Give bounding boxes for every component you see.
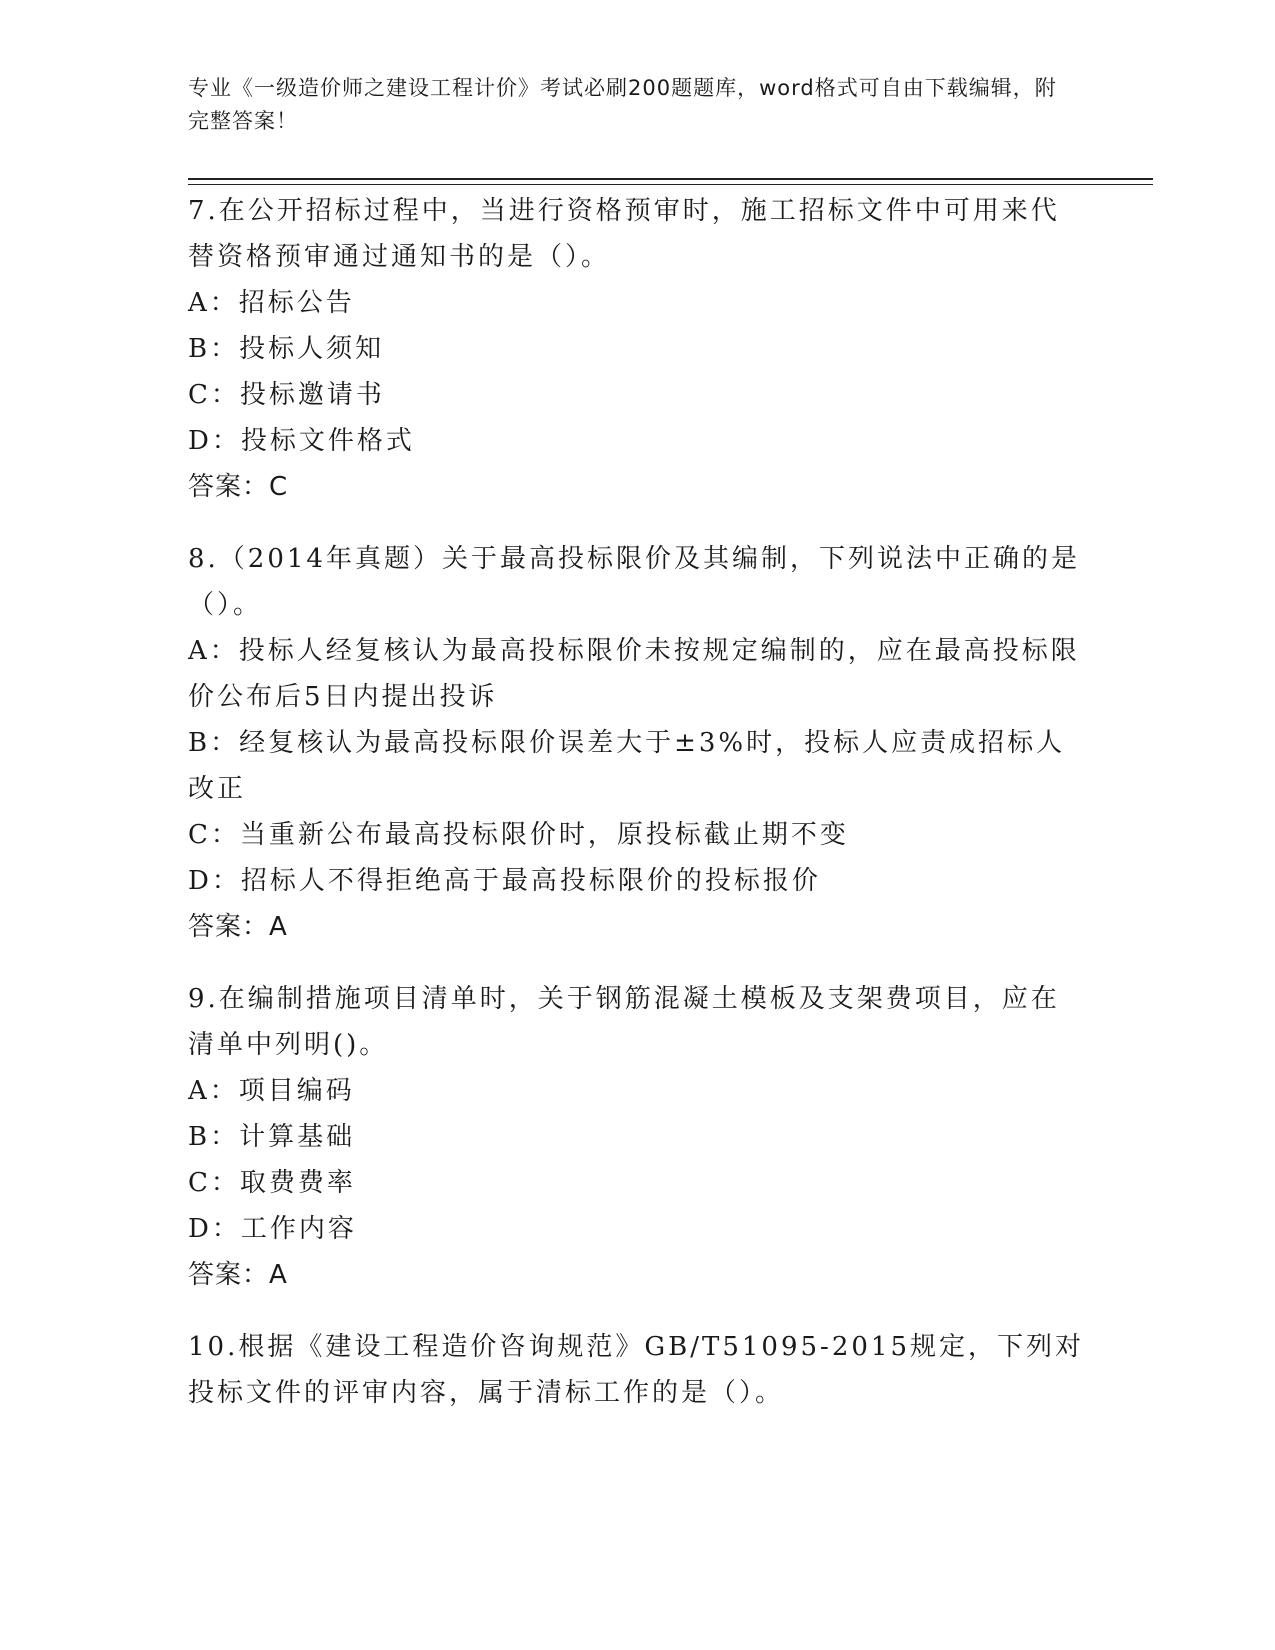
option-c: C：当重新公布最高投标限价时，原投标截止期不变 [188, 820, 849, 850]
option-a: A：项目编码 [188, 1076, 355, 1106]
question-stem: 10.根据《建设工程造价咨询规范》GB/T51095-2015规定，下列对投标文件的评审内容，属于清标工作的是（）。 [188, 1332, 1084, 1408]
option-a: A：投标人经复核认为最高投标限价未按规定编制的，应在最高投标限价公布后5日内提出投诉 [188, 636, 1080, 712]
answer: 答案：A [188, 1260, 288, 1290]
page-header: 专业《一级造价师之建设工程计价》考试必刷200题题库，word格式可自由下载编辑，附完整答案！ [188, 76, 1057, 133]
question-stem: 9.在编制措施项目清单时，关于钢筋混凝土模板及支架费项目，应在清单中列明()。 [188, 984, 1060, 1060]
question-8 [188, 536, 1088, 950]
question-10 [188, 1324, 1088, 1416]
option-a: A：招标公告 [188, 288, 355, 318]
option-b: B：经复核认为最高投标限价误差大于±3%时，投标人应责成招标人改正 [188, 728, 1066, 804]
answer: 答案：A [188, 912, 288, 942]
question-9 [188, 976, 1088, 1298]
question-stem: 8.（2014年真题）关于最高投标限价及其编制，下列说法中正确的是（）。 [188, 544, 1080, 620]
header-divider-thin [188, 184, 1153, 185]
option-b: B：投标人须知 [188, 334, 385, 364]
option-d: D：工作内容 [188, 1214, 357, 1244]
option-c: C：投标邀请书 [188, 380, 385, 410]
option-d: D：招标人不得拒绝高于最高投标限价的投标报价 [188, 866, 821, 896]
header-divider-thick [188, 178, 1153, 180]
question-stem: 7.在公开招标过程中，当进行资格预审时，施工招标文件中可用来代替资格预审通过通知书的是（）。 [188, 196, 1060, 272]
option-b: B：计算基础 [188, 1122, 356, 1152]
option-c: C：取费费率 [188, 1168, 356, 1198]
question-list [188, 188, 1088, 1442]
option-d: D：投标文件格式 [188, 426, 415, 456]
question-7 [188, 188, 1088, 510]
answer: 答案：C [188, 472, 289, 502]
